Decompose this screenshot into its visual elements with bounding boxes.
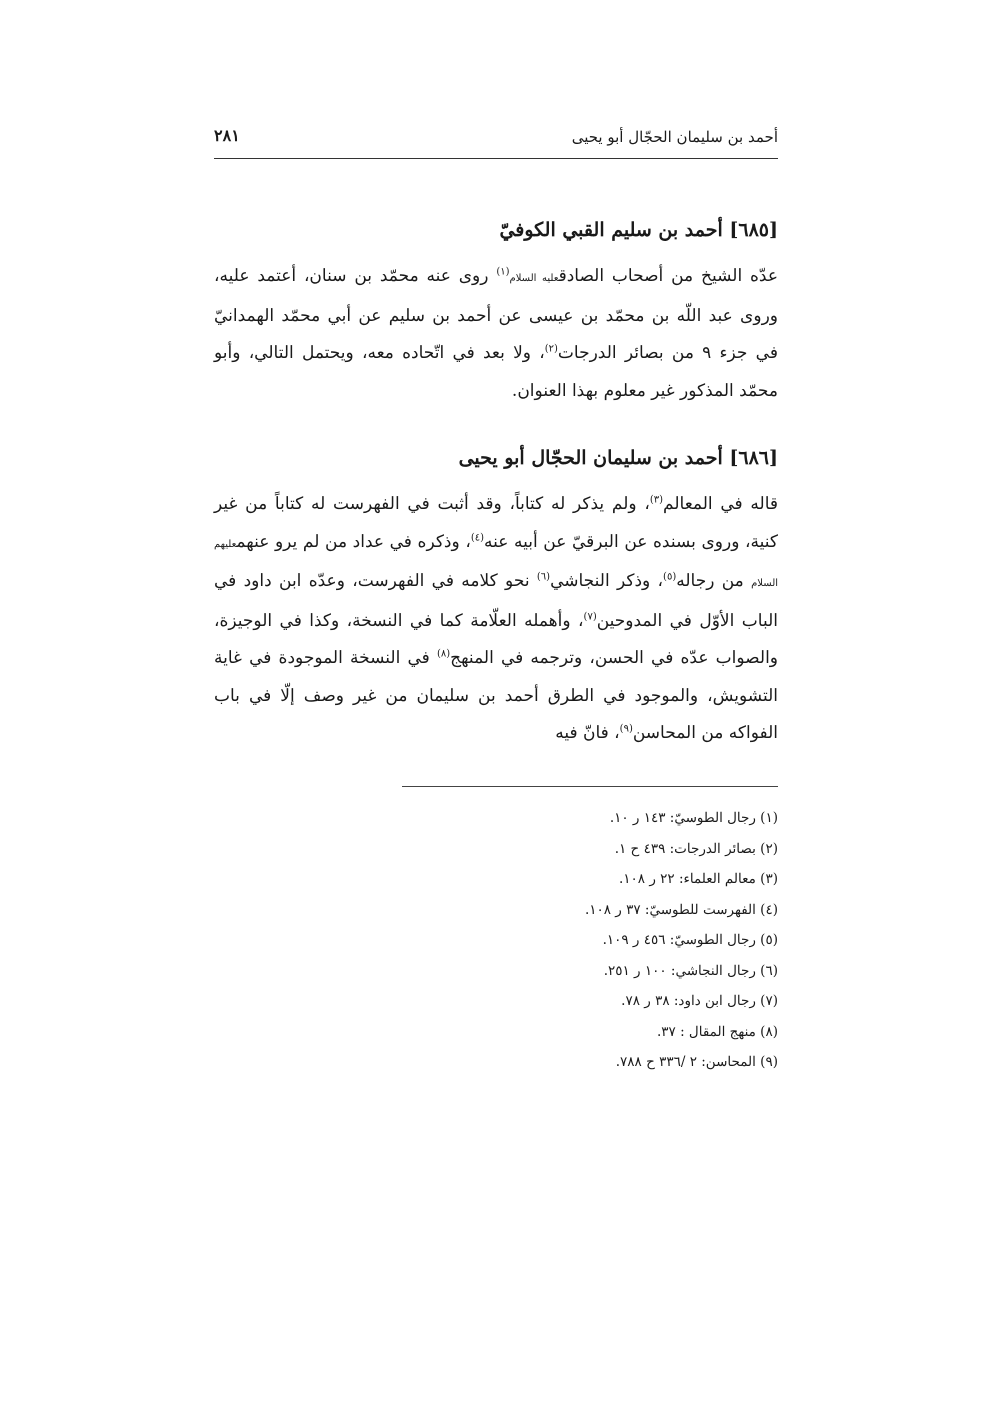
text-run: ، فانّ فيه xyxy=(555,723,620,743)
running-header-title: أحمد بن سليمان الحجّال أبو يحيى xyxy=(571,128,778,146)
footnote-item: (٥) رجال الطوسيّ: ٤٥٦ ر ١٠٩. xyxy=(602,932,778,948)
footnote-ref-6[interactable]: (٦) xyxy=(536,571,551,583)
footnote-item: (٧) رجال ابن داود: ٣٨ ر ٧٨. xyxy=(621,993,778,1009)
entry-body-685 xyxy=(214,258,778,410)
text-run: من رجاله xyxy=(676,571,752,591)
footnote-item: (٨) منهج المقال : ٣٧. xyxy=(656,1023,778,1040)
entry-heading-686: [٦٨٦] أحمد بن سليمان الحجّال أبو يحيى xyxy=(458,447,778,469)
footnote-ref-8[interactable]: (٨) xyxy=(436,648,451,660)
footnote-item: (١) رجال الطوسيّ: ١٤٣ ر ١٠. xyxy=(609,810,778,826)
text-run: نحو كلامه في الفهرست، وعدّه ابن داود في الباب الأوّل في المدوحين xyxy=(214,571,778,631)
entry-body-686 xyxy=(214,486,778,753)
text-run: ، وذكر النجاشي xyxy=(550,571,664,591)
footnote-ref-5[interactable]: (٥) xyxy=(663,571,677,583)
text-run: ، وذكره في عداد من لم يرو عنهم xyxy=(236,531,471,552)
text-run: ، ولا بعد في اتّحاده معه، ويحتمل التالي، وأبو محمّد المذكور غير معلوم بهذا العنوان. xyxy=(214,343,778,401)
footnote-item: (٩) المحاسن: ٢ /٣٣٦ ح ٧٨٨. xyxy=(615,1054,778,1070)
main-text xyxy=(214,210,778,781)
page-number: ٢٨١ xyxy=(214,126,240,145)
footnote-ref-7[interactable]: (٧) xyxy=(583,610,597,622)
footnote-item: (٦) رجال النجاشي: ١٠٠ ر ٢٥١. xyxy=(603,962,778,979)
footnote-ref-2[interactable]: (٢) xyxy=(544,343,558,355)
text-run: عدّه الشيخ من أصحاب الصادق xyxy=(558,266,778,286)
text-run: روى عنه محمّد بن سنان، أعتمد عليه، وروى عبد اللّه بن محمّد بن عيسى عن أحمد بن سليم عن أبي محمّد الهمدانيّ في جزء ٩ من بصائر الدرجات xyxy=(214,266,778,363)
footnotes-list xyxy=(402,803,778,1078)
footnote-ref-4[interactable]: (٤) xyxy=(470,531,484,543)
text-run: ، ولم يذكر له كتاباً، وقد أثبت في الفهرست له كتاباً من غير كنية، وروى بسنده عن البرقيّ عن أبيه عنه xyxy=(214,494,778,552)
footnote-ref-1[interactable]: (١) xyxy=(496,266,510,278)
text-run: ، وأهمله العلّامة كما في النسخة، وكذا في الوجيزة، والصواب عدّه في الحسن، وترجمه في المنهج xyxy=(214,610,778,668)
footnote-divider xyxy=(402,786,778,787)
footnote-item: (٢) بصائر الدرجات: ٤٣٩ ح ١. xyxy=(614,840,778,857)
honorific-glyph: عليهم السلام xyxy=(214,538,779,589)
footnote-item: (٣) معالم العلماء: ٢٢ ر ١٠٨. xyxy=(619,871,778,887)
footnote-item: (٤) الفهرست للطوسيّ: ٣٧ ر ١٠٨. xyxy=(584,901,778,918)
footnote-ref-3[interactable]: (٣) xyxy=(649,494,664,506)
entry-heading-685: [٦٨٥] أحمد بن سليم القبي الكوفيّ xyxy=(499,219,778,241)
footnote-ref-9[interactable]: (٩) xyxy=(619,723,633,735)
text-run: في النسخة الموجودة في غاية التشويش، والموجود في الطرق أحمد بن سليمان من غير وصف إلّا في باب الفواكه من المحاسن xyxy=(214,648,778,743)
text-run: قاله في المعالم xyxy=(663,494,778,514)
honorific-glyph: عليه السلام xyxy=(509,273,559,284)
running-header xyxy=(214,118,778,159)
